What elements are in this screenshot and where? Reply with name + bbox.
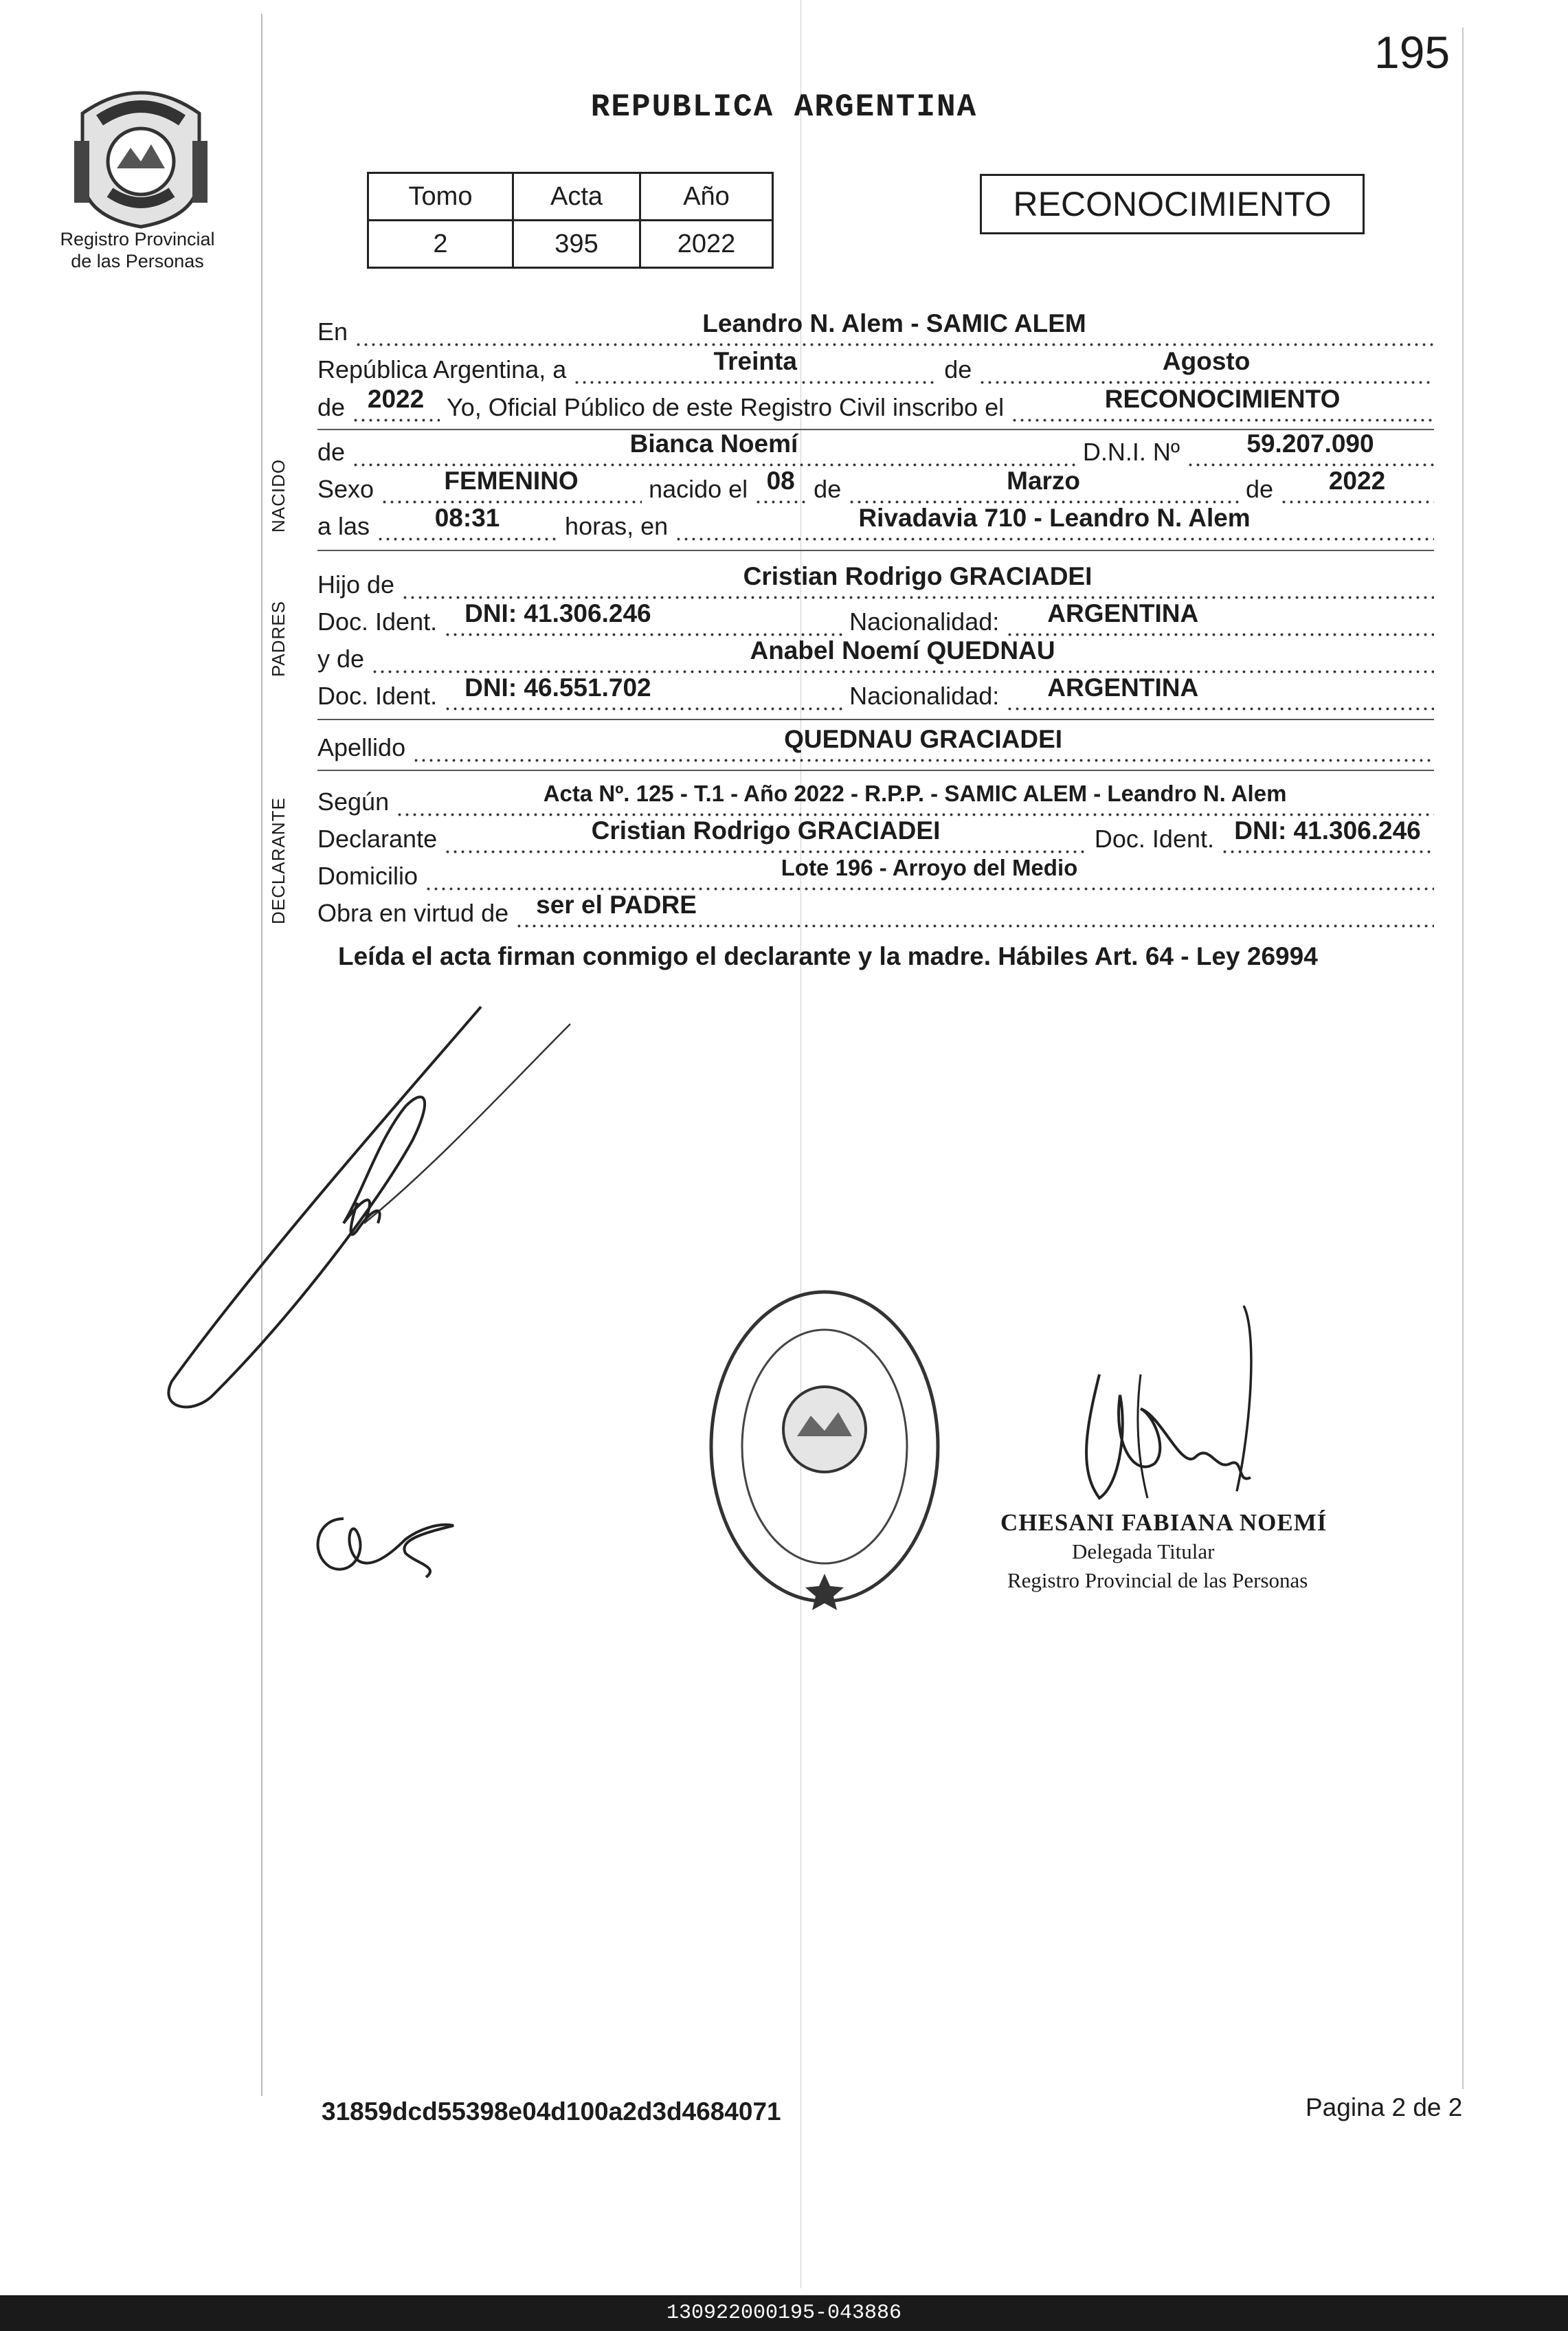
value-nombre: Bianca Noemí xyxy=(629,430,798,458)
row-lugar xyxy=(317,309,1434,346)
value-declarante-doc: DNI: 41.306.246 xyxy=(1234,816,1421,845)
label-hijo-de: Hijo de xyxy=(317,570,395,599)
registry-name-line2: de las Personas xyxy=(71,251,204,271)
value-hora: 08:31 xyxy=(434,504,500,532)
closing-statement: Leída el acta firman conmigo el declarante y la madre. Hábiles Art. 64 - Ley 26994 xyxy=(338,942,1318,970)
field-hora xyxy=(377,504,558,541)
field-domicilio xyxy=(425,855,1434,891)
section-label-padres: PADRES xyxy=(268,601,289,677)
label-nacionalidad: Nacionalidad: xyxy=(849,607,1000,636)
label-apellido: Apellido xyxy=(317,733,406,761)
header-tomo: Tomo xyxy=(368,173,513,221)
registry-seal xyxy=(701,1278,948,1615)
row-apellido xyxy=(317,725,1434,762)
document-hash: 31859dcd55398e04d100a2d3d4684071 xyxy=(322,2097,781,2126)
field-padre xyxy=(401,562,1434,599)
label-dni: D.N.I. Nº xyxy=(1082,438,1180,466)
value-apellido: QUEDNAU GRACIADEI xyxy=(784,725,1063,753)
row-madre-doc xyxy=(317,673,1434,711)
label-en: En xyxy=(317,317,348,346)
label-doc-ident: Doc. Ident. xyxy=(317,607,438,636)
value-domicilio: Lote 196 - Arroyo del Medio xyxy=(781,855,1078,880)
document-title: REPUBLICA ARGENTINA xyxy=(590,89,978,125)
record-table-header xyxy=(368,173,773,221)
label-de: de xyxy=(944,355,972,383)
registry-name xyxy=(38,228,237,272)
field-segun xyxy=(396,781,1434,816)
label-segun: Según xyxy=(317,788,390,816)
value-segun: Acta Nº. 125 - T.1 - Año 2022 - R.P.P. - SAMIC ALEM - Leandro N. Alem xyxy=(543,781,1287,806)
row-fecha xyxy=(317,347,1434,384)
value-obra: ser el PADRE xyxy=(536,891,697,919)
row-declarante xyxy=(317,816,1434,854)
mother-signature xyxy=(302,1491,467,1587)
label-obra: Obra en virtud de xyxy=(317,899,509,927)
record-table xyxy=(367,172,774,269)
row-domicilio xyxy=(317,855,1434,891)
row-hora xyxy=(317,504,1434,541)
field-dia-nac xyxy=(754,467,807,504)
official-name: CHESANI FABIANA NOEMÍ xyxy=(1000,1509,1328,1536)
field-madre-nac xyxy=(1006,673,1434,711)
declarant-signature xyxy=(158,996,598,1409)
label-republica: República Argentina, a xyxy=(317,355,567,383)
value-padre: Cristian Rodrigo GRACIADEI xyxy=(743,562,1093,590)
value-sexo: FEMENINO xyxy=(444,467,579,495)
label-de-year: de xyxy=(317,393,346,421)
field-dni xyxy=(1187,430,1434,467)
value-mes-nac: Marzo xyxy=(1007,467,1081,495)
label-horas-en: horas, en xyxy=(565,512,669,540)
label-de-nombre: de xyxy=(317,438,346,466)
field-padre-doc xyxy=(444,599,842,636)
field-madre xyxy=(371,636,1434,673)
value-dni: 59.207.090 xyxy=(1246,430,1374,458)
section-label-declarante: DECLARANTE xyxy=(268,797,289,924)
label-nacionalidad-madre: Nacionalidad: xyxy=(849,682,1000,710)
separator-apellido-top xyxy=(317,719,1434,720)
row-padre-doc xyxy=(317,599,1434,636)
record-table-values xyxy=(368,221,773,268)
value-anio: 2022 xyxy=(367,385,425,413)
field-madre-doc xyxy=(444,673,842,711)
field-lugar xyxy=(355,309,1434,346)
field-declarante xyxy=(444,816,1088,854)
row-madre xyxy=(317,636,1434,673)
right-margin-line xyxy=(1462,27,1464,2089)
value-padre-nac: ARGENTINA xyxy=(1047,599,1199,627)
field-lugar-nac xyxy=(675,504,1434,541)
row-padre xyxy=(317,562,1434,599)
province-shield-logo xyxy=(69,72,213,230)
value-lugar-nac: Rivadavia 710 - Leandro N. Alem xyxy=(858,504,1251,532)
value-tomo: 2 xyxy=(368,221,513,268)
value-declarante: Cristian Rodrigo GRACIADEI xyxy=(591,816,941,845)
field-obra xyxy=(515,891,1434,928)
page-number: 195 xyxy=(1374,27,1451,78)
label-sexo: Sexo xyxy=(317,475,374,503)
label-nacido-el: nacido el xyxy=(649,475,748,503)
value-mes: Agosto xyxy=(1162,347,1251,375)
official-signature xyxy=(1072,1292,1278,1512)
value-dia: Treinta xyxy=(713,347,797,375)
value-dia-nac: 08 xyxy=(766,467,795,495)
value-acto: RECONOCIMIENTO xyxy=(1104,385,1341,413)
value-madre-doc: DNI: 46.551.702 xyxy=(464,673,651,702)
field-anio xyxy=(352,385,440,422)
field-mes xyxy=(978,347,1434,384)
field-anio-nac xyxy=(1280,467,1434,504)
label-declarante: Declarante xyxy=(317,825,438,853)
section-label-nacido: NACIDO xyxy=(268,458,289,533)
field-nombre xyxy=(352,430,1076,467)
registry-name-line1: Registro Provincial xyxy=(60,229,215,249)
value-madre: Anabel Noemí QUEDNAU xyxy=(750,636,1055,665)
header-acta: Acta xyxy=(513,173,640,221)
field-sexo xyxy=(381,467,642,504)
field-dia xyxy=(573,347,937,384)
row-sexo xyxy=(317,467,1434,504)
label-doc-ident-madre: Doc. Ident. xyxy=(317,682,438,710)
label-de-mes: de xyxy=(814,475,842,503)
official-registry: Registro Provincial de las Personas xyxy=(1007,1568,1308,1592)
label-yo-oficial: Yo, Oficial Público de este Registro Civil inscribo el xyxy=(447,393,1005,421)
row-nombre xyxy=(317,430,1434,467)
value-lugar: Leandro N. Alem - SAMIC ALEM xyxy=(702,309,1086,337)
barcode-footer: 130922000195-043886 xyxy=(0,2295,1568,2331)
value-anio-nac: 2022 xyxy=(1328,467,1386,495)
field-padre-nac xyxy=(1006,599,1434,636)
separator-padres-top xyxy=(317,550,1434,551)
label-doc-ident-declarante: Doc. Ident. xyxy=(1094,825,1214,853)
field-apellido xyxy=(412,725,1434,762)
pagination: Pagina 2 de 2 xyxy=(1306,2093,1463,2121)
value-padre-doc: DNI: 41.306.246 xyxy=(464,599,651,627)
label-domicilio: Domicilio xyxy=(317,862,418,890)
value-anio: 2022 xyxy=(640,221,773,268)
row-segun xyxy=(317,781,1434,816)
label-y-de: y de xyxy=(317,645,365,673)
label-de-anio: de xyxy=(1245,475,1273,503)
header-anio: Año xyxy=(640,173,773,221)
field-acto xyxy=(1011,385,1434,422)
label-a-las: a las xyxy=(317,512,370,540)
row-acto xyxy=(317,385,1434,422)
value-madre-nac: ARGENTINA xyxy=(1047,673,1199,702)
value-acta: 395 xyxy=(513,221,640,268)
official-role: Delegada Titular xyxy=(1072,1539,1215,1563)
row-obra xyxy=(317,891,1434,928)
separator-declarante-top xyxy=(317,770,1434,771)
field-mes-nac xyxy=(848,467,1239,504)
record-type-box: RECONOCIMIENTO xyxy=(980,174,1365,234)
field-declarante-doc xyxy=(1221,816,1434,854)
